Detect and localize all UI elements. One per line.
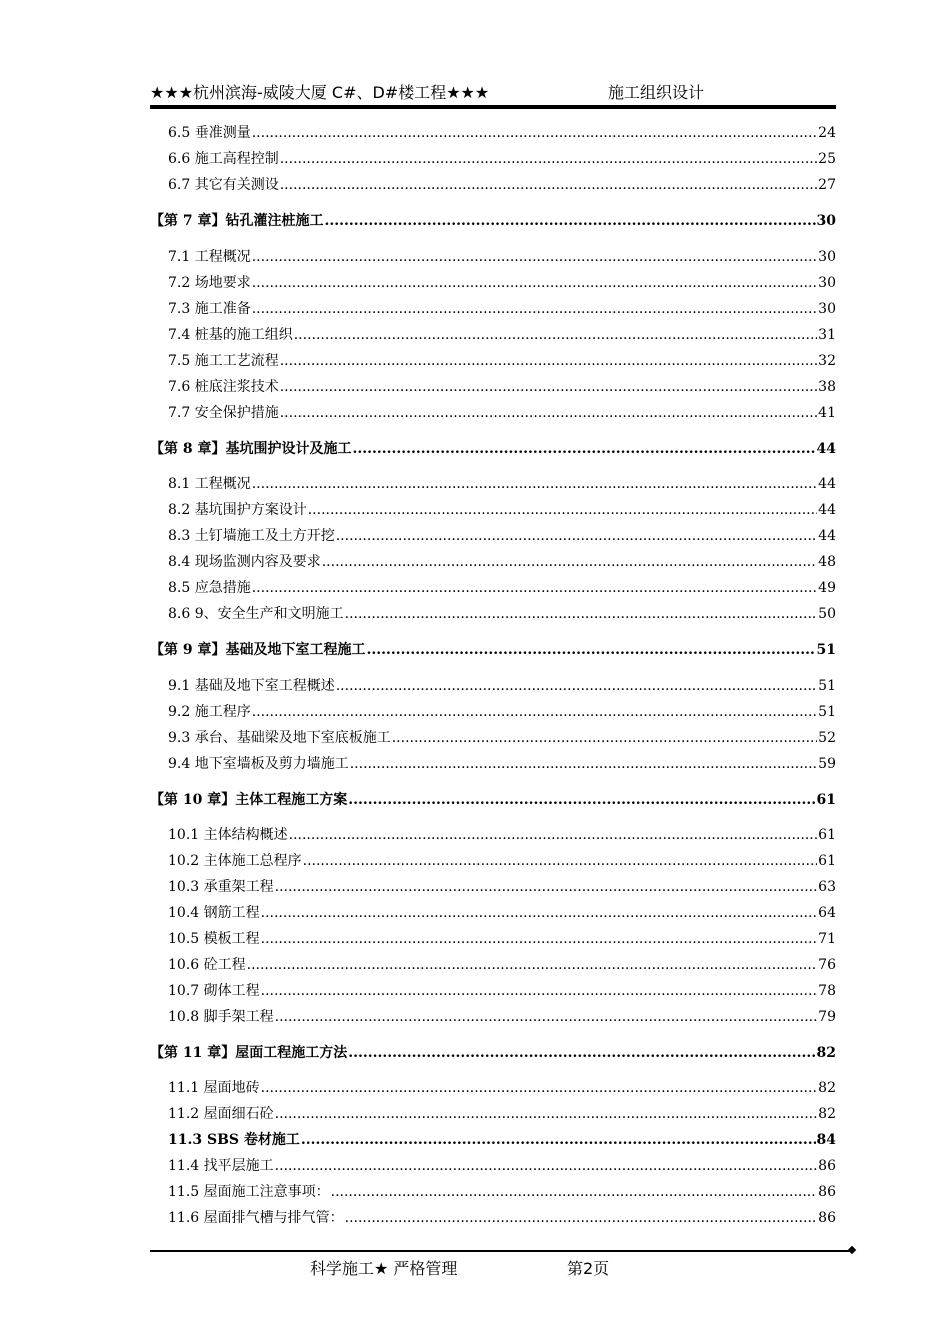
footer-slogan: 科学施工★ 严格管理 — [310, 1259, 458, 1278]
toc-section-entry[interactable] — [150, 1129, 836, 1149]
toc-chapter-title: 屋面工程施工方法 — [235, 1045, 348, 1061]
toc-page-number: 52 — [818, 730, 836, 746]
toc-dot-leader — [294, 326, 817, 344]
toc-dot-leader — [392, 729, 817, 747]
toc-section-title: 7.2 场地要求 — [168, 275, 251, 291]
toc-dot-leader — [275, 1105, 818, 1123]
toc-dot-leader — [367, 641, 816, 659]
toc-page-number: 44 — [818, 476, 836, 492]
header-rule — [150, 105, 836, 109]
toc-chapter-number: 【第 7 章】 — [150, 213, 226, 229]
toc-page-number: 44 — [818, 528, 836, 544]
toc-section-title: 9.4 地下室墙板及剪力墙施工 — [168, 756, 349, 772]
toc-section-title: 9.1 基础及地下室工程概述 — [168, 678, 335, 694]
toc-section-title: 8.3 土钉墙施工及土方开挖 — [168, 528, 335, 544]
toc-dot-leader — [303, 852, 818, 870]
toc-dot-leader — [261, 904, 818, 922]
toc-page-number: 63 — [818, 879, 836, 895]
toc-section-title: 8.6 9、安全生产和文明施工 — [168, 606, 344, 622]
toc-chapter-entry[interactable] — [150, 639, 836, 659]
toc-section-entry[interactable] — [150, 1207, 836, 1227]
toc-section-entry[interactable] — [150, 824, 836, 844]
toc-chapter-entry[interactable] — [150, 210, 836, 230]
toc-section-entry[interactable] — [150, 902, 836, 922]
toc-chapter-number: 【第 9 章】 — [150, 642, 226, 658]
toc-section-title: 10.5 模板工程 — [168, 931, 260, 947]
footer-rule-end-marker — [848, 1246, 856, 1254]
toc-section-title: 7.7 安全保护措施 — [168, 405, 279, 421]
toc-section-entry[interactable] — [150, 850, 836, 870]
toc-dot-leader — [308, 501, 817, 519]
toc-chapter-title: 主体工程施工方案 — [235, 792, 348, 808]
toc-page-number: 59 — [818, 756, 836, 772]
toc-section-entry[interactable] — [150, 122, 836, 142]
toc-section-title: 7.4 桩基的施工组织 — [168, 327, 293, 343]
toc-page-number: 44 — [818, 502, 836, 518]
toc-section-entry[interactable] — [150, 675, 836, 695]
toc-section-entry[interactable] — [150, 1181, 836, 1201]
footer-page-number: 第2页 — [567, 1259, 610, 1278]
toc-section-title: 6.6 施工高程控制 — [168, 151, 279, 167]
toc-page-number: 51 — [816, 642, 836, 658]
toc-page-number: 82 — [818, 1106, 836, 1122]
toc-section-title: 10.7 砌体工程 — [168, 983, 260, 999]
toc-section-entry[interactable] — [150, 324, 836, 344]
toc-page-number: 38 — [818, 379, 836, 395]
toc-dot-leader — [348, 791, 815, 809]
toc-page-number: 51 — [818, 704, 836, 720]
toc-chapter-title: 基础及地下室工程施工 — [225, 642, 366, 658]
toc-page-number: 71 — [818, 931, 836, 947]
toc-page-number: 50 — [818, 606, 836, 622]
toc-page-number: 30 — [818, 301, 836, 317]
toc-chapter-title: 钻孔灌注桩施工 — [225, 213, 324, 229]
toc-page-number: 31 — [818, 327, 836, 343]
toc-section-entry[interactable] — [150, 980, 836, 1000]
toc-section-title: 10.4 钢筋工程 — [168, 905, 260, 921]
toc-section-entry[interactable] — [150, 1155, 836, 1175]
toc-page-number: 44 — [816, 441, 836, 457]
toc-page-number: 41 — [818, 405, 836, 421]
toc-section-entry[interactable] — [150, 876, 836, 896]
toc-page-number: 48 — [818, 554, 836, 570]
toc-dot-leader — [289, 826, 818, 844]
toc-dot-leader — [252, 248, 817, 266]
header-document-title: 施工组织设计 — [608, 83, 705, 102]
toc-section-entry[interactable] — [150, 350, 836, 370]
toc-chapter-title: 基坑围护设计及施工 — [225, 441, 352, 457]
toc-page-number: 30 — [816, 213, 836, 229]
toc-page-number: 76 — [818, 957, 836, 973]
toc-page-number: 24 — [818, 125, 836, 141]
toc-section-title: 11.5 屋面施工注意事项： — [168, 1184, 330, 1200]
toc-section-title: 7.5 施工工艺流程 — [168, 353, 279, 369]
toc-section-entry[interactable] — [150, 928, 836, 948]
toc-page-number: 61 — [818, 827, 836, 843]
toc-section-entry[interactable] — [150, 402, 836, 422]
toc-section-entry[interactable] — [150, 577, 836, 597]
toc-dot-leader — [280, 352, 817, 370]
toc-dot-leader — [336, 527, 817, 545]
toc-dot-leader — [275, 1008, 818, 1026]
toc-dot-leader — [252, 703, 817, 721]
toc-section-title: 6.7 其它有关测设 — [168, 177, 279, 193]
toc-dot-leader — [275, 878, 818, 896]
toc-dot-leader — [350, 755, 817, 773]
toc-section-title: 10.6 砼工程 — [168, 957, 246, 973]
toc-dot-leader — [345, 1209, 818, 1227]
toc-section-title: 9.2 施工程序 — [168, 704, 251, 720]
toc-section-title: 8.4 现场监测内容及要求 — [168, 554, 321, 570]
toc-page-number: 25 — [818, 151, 836, 167]
toc-section-title: 10.2 主体施工总程序 — [168, 853, 302, 869]
toc-section-title: 7.3 施工准备 — [168, 301, 251, 317]
toc-section-entry[interactable] — [150, 473, 836, 493]
toc-dot-leader — [336, 677, 817, 695]
toc-page-number: 79 — [818, 1009, 836, 1025]
toc-section-title: 8.1 工程概况 — [168, 476, 251, 492]
toc-dot-leader — [261, 982, 818, 1000]
toc-dot-leader — [301, 1131, 816, 1149]
toc-section-entry[interactable] — [150, 753, 836, 773]
toc-page-number: 61 — [816, 792, 836, 808]
toc-section-entry[interactable] — [150, 376, 836, 396]
toc-chapter-entry[interactable] — [150, 789, 836, 809]
toc-section-title: 9.3 承台、基础梁及地下室底板施工 — [168, 730, 391, 746]
toc-section-entry[interactable] — [150, 174, 836, 194]
toc-section-entry[interactable] — [150, 551, 836, 571]
toc-page-number: 82 — [818, 1080, 836, 1096]
toc-section-title: 6.5 垂准测量 — [168, 125, 251, 141]
toc-page-number: 32 — [818, 353, 836, 369]
toc-section-entry[interactable] — [150, 1006, 836, 1026]
footer-rule — [150, 1250, 852, 1252]
toc-page-number: 51 — [818, 678, 836, 694]
toc-chapter-entry[interactable] — [150, 1042, 836, 1062]
toc-section-entry[interactable] — [150, 525, 836, 545]
toc-section-title: 7.6 桩底注浆技术 — [168, 379, 279, 395]
toc-section-title: 11.4 找平层施工 — [168, 1158, 274, 1174]
toc-section-entry[interactable] — [150, 1077, 836, 1097]
toc-dot-leader — [280, 404, 817, 422]
toc-page-number: 30 — [818, 275, 836, 291]
toc-dot-leader — [261, 930, 818, 948]
toc-section-title: 8.2 基坑围护方案设计 — [168, 502, 307, 518]
toc-page-number: 49 — [818, 580, 836, 596]
toc-dot-leader — [252, 300, 817, 318]
toc-section-entry[interactable] — [150, 727, 836, 747]
toc-section-title: 7.1 工程概况 — [168, 249, 251, 265]
toc-page-number: 61 — [818, 853, 836, 869]
toc-section-title: 11.2 屋面细石砼 — [168, 1106, 274, 1122]
toc-page-number: 27 — [818, 177, 836, 193]
toc-section-title: 10.8 脚手架工程 — [168, 1009, 274, 1025]
toc-chapter-number: 【第 8 章】 — [150, 441, 226, 457]
toc-dot-leader — [252, 274, 817, 292]
toc-section-title: 11.6 屋面排气槽与排气管： — [168, 1210, 344, 1226]
toc-dot-leader — [345, 605, 818, 623]
toc-section-entry[interactable] — [150, 499, 836, 519]
toc-section-entry[interactable] — [150, 148, 836, 168]
page-header — [150, 80, 836, 102]
toc-section-entry[interactable] — [150, 954, 836, 974]
toc-dot-leader — [275, 1157, 818, 1175]
toc-section-entry[interactable] — [150, 298, 836, 318]
toc-dot-leader — [325, 212, 816, 230]
toc-section-entry[interactable] — [150, 272, 836, 292]
toc-dot-leader — [322, 553, 817, 571]
toc-dot-leader — [252, 124, 817, 142]
toc-chapter-number: 【第 10 章】 — [150, 792, 236, 808]
toc-dot-leader — [280, 176, 817, 194]
toc-dot-leader — [348, 1044, 815, 1062]
toc-dot-leader — [261, 1079, 818, 1097]
toc-dot-leader — [247, 956, 818, 974]
toc-dot-leader — [280, 378, 817, 396]
toc-section-title: 10.1 主体结构概述 — [168, 827, 288, 843]
toc-page-number: 84 — [816, 1132, 836, 1148]
toc-section-title: 10.3 承重架工程 — [168, 879, 274, 895]
toc-dot-leader — [252, 475, 817, 493]
toc-page-number: 86 — [818, 1158, 836, 1174]
toc-section-entry[interactable] — [150, 1103, 836, 1123]
toc-section-title: 8.5 应急措施 — [168, 580, 251, 596]
toc-dot-leader — [353, 440, 816, 458]
toc-section-entry[interactable] — [150, 246, 836, 266]
toc-section-title: 11.1 屋面地砖 — [168, 1080, 260, 1096]
toc-section-entry[interactable] — [150, 701, 836, 721]
toc-page-number: 30 — [818, 249, 836, 265]
toc-section-entry[interactable] — [150, 603, 836, 623]
toc-dot-leader — [252, 579, 817, 597]
toc-page-number: 78 — [818, 983, 836, 999]
header-project-title: ★★★杭州滨海-威陵大厦 C#、D#楼工程★★★ — [150, 83, 490, 102]
toc-dot-leader — [280, 150, 817, 168]
toc-section-title: 11.3 SBS 卷材施工 — [168, 1132, 300, 1148]
toc-page-number: 82 — [816, 1045, 836, 1061]
toc-chapter-number: 【第 11 章】 — [150, 1045, 236, 1061]
toc-dot-leader — [331, 1183, 818, 1201]
toc-page-number: 64 — [818, 905, 836, 921]
toc-chapter-entry[interactable] — [150, 438, 836, 458]
toc-page-number: 86 — [818, 1184, 836, 1200]
toc-page-number: 86 — [818, 1210, 836, 1226]
